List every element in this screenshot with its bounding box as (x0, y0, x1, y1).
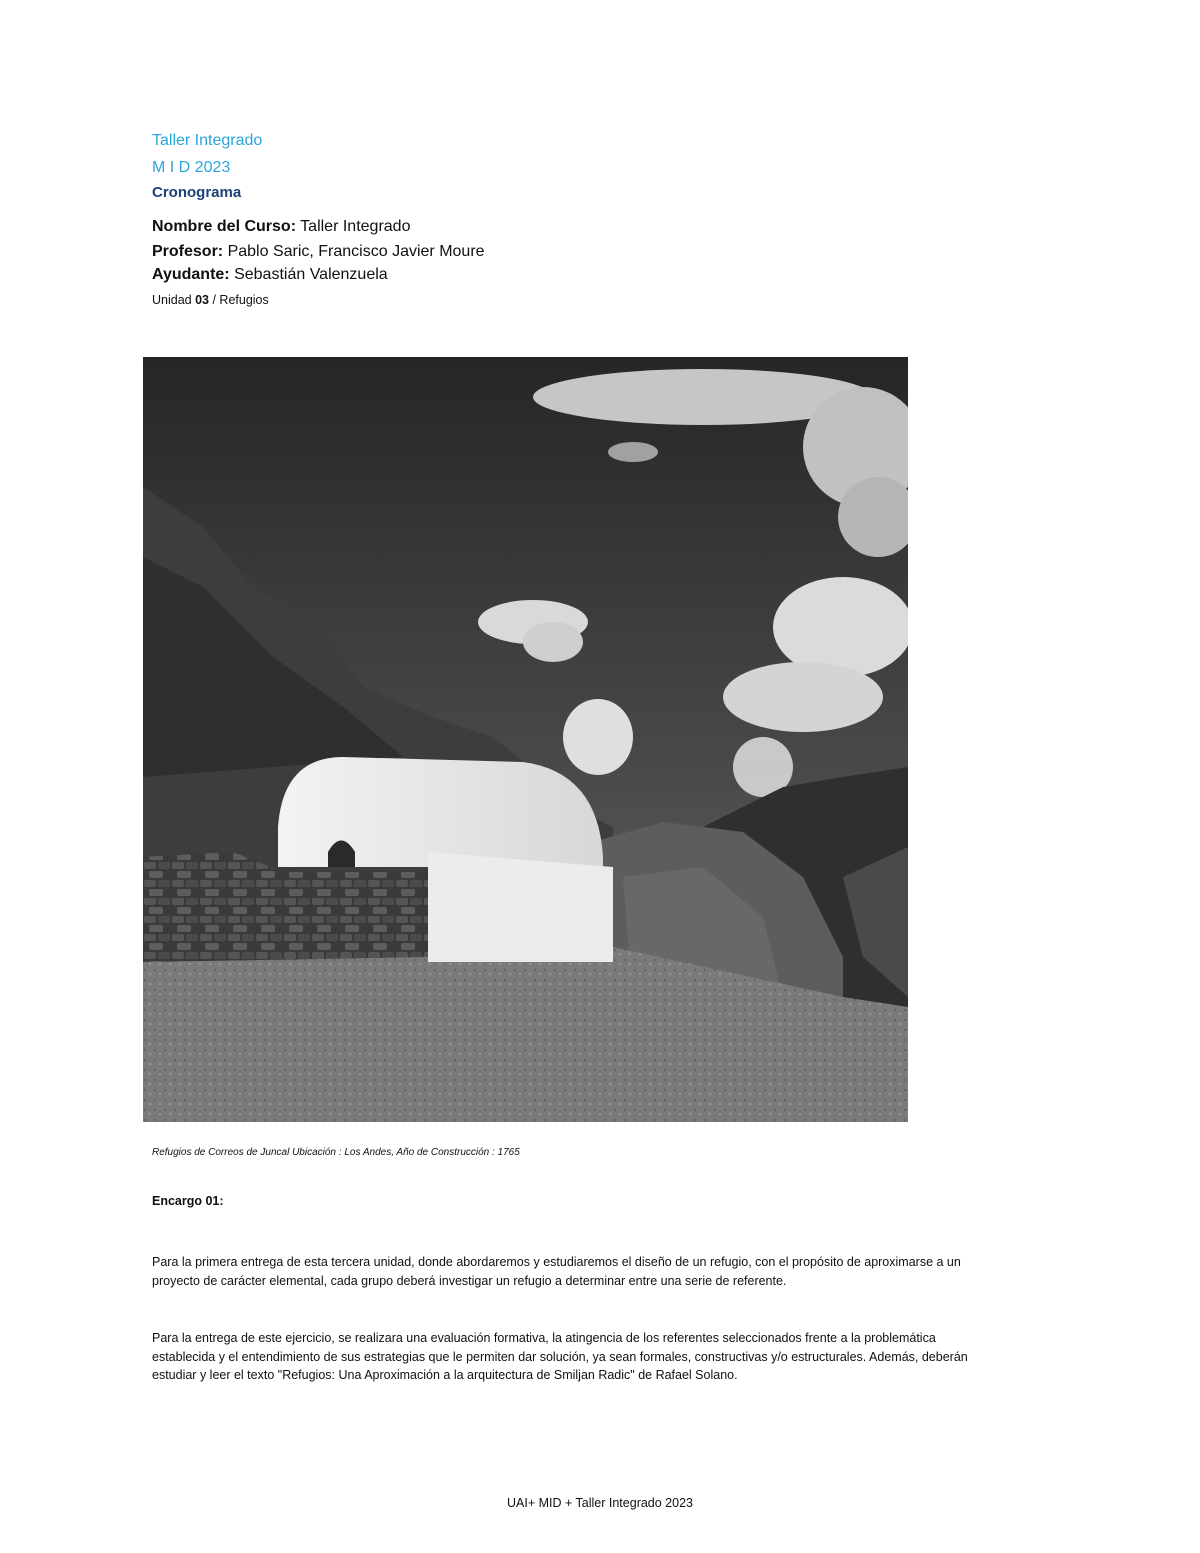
course-name-value: Taller Integrado (296, 218, 411, 235)
assistant-label: Ayudante: (152, 266, 230, 283)
assignment-paragraph-1: Para la primera entrega de esta tercera unidad, donde abordaremos y estudiaremos el diseño de un refugio, con el propósito de aproximarse a un proyecto de carácter elemental, cada grupo deberá investigar un refugio a determinar entre una serie de referente. (152, 1255, 961, 1288)
professor-value: Pablo Saric, Francisco Javier Moure (223, 243, 485, 260)
professor-label: Profesor: (152, 243, 224, 260)
photo-caption: Refugios de Correos de Juncal Ubicación : Los Andes, Año de Construcción : 1765 (152, 1147, 520, 1158)
unit-prefix: Unidad (152, 293, 196, 307)
header-subtitle: M I D 2023 (152, 159, 231, 176)
refuge-photo-illustration (143, 357, 908, 1122)
professor-line (152, 243, 485, 261)
refuge-photo (143, 357, 908, 1122)
unit-number: 03 (195, 293, 209, 307)
assistant-value: Sebastián Valenzuela (229, 266, 388, 283)
assignment-title: Encargo 01: (152, 1194, 224, 1208)
unit-suffix: / Refugios (209, 293, 269, 307)
course-name-label: Nombre del Curso: (152, 218, 297, 235)
unit-line (152, 293, 269, 307)
assistant-line (152, 266, 388, 284)
course-name-line (152, 218, 410, 236)
header-title: Taller Integrado (152, 132, 263, 149)
page-footer: UAI+ MID + Taller Integrado 2023 (507, 1496, 693, 1510)
assignment-paragraph-2: Para la entrega de este ejercicio, se realizara una evaluación formativa, la atingencia de los referentes seleccionados frente a la problemática establecida y el entendimiento de sus estrategias que le permiten dar solución, ya sean formales, constructivas y/o estructurales. Además, deberán estudiar y leer el texto "Refugios: Una Aproximación a la arquitectura de Smiljan Radic" de Rafael Solano. (152, 1331, 968, 1382)
header-section: Cronograma (152, 184, 242, 201)
